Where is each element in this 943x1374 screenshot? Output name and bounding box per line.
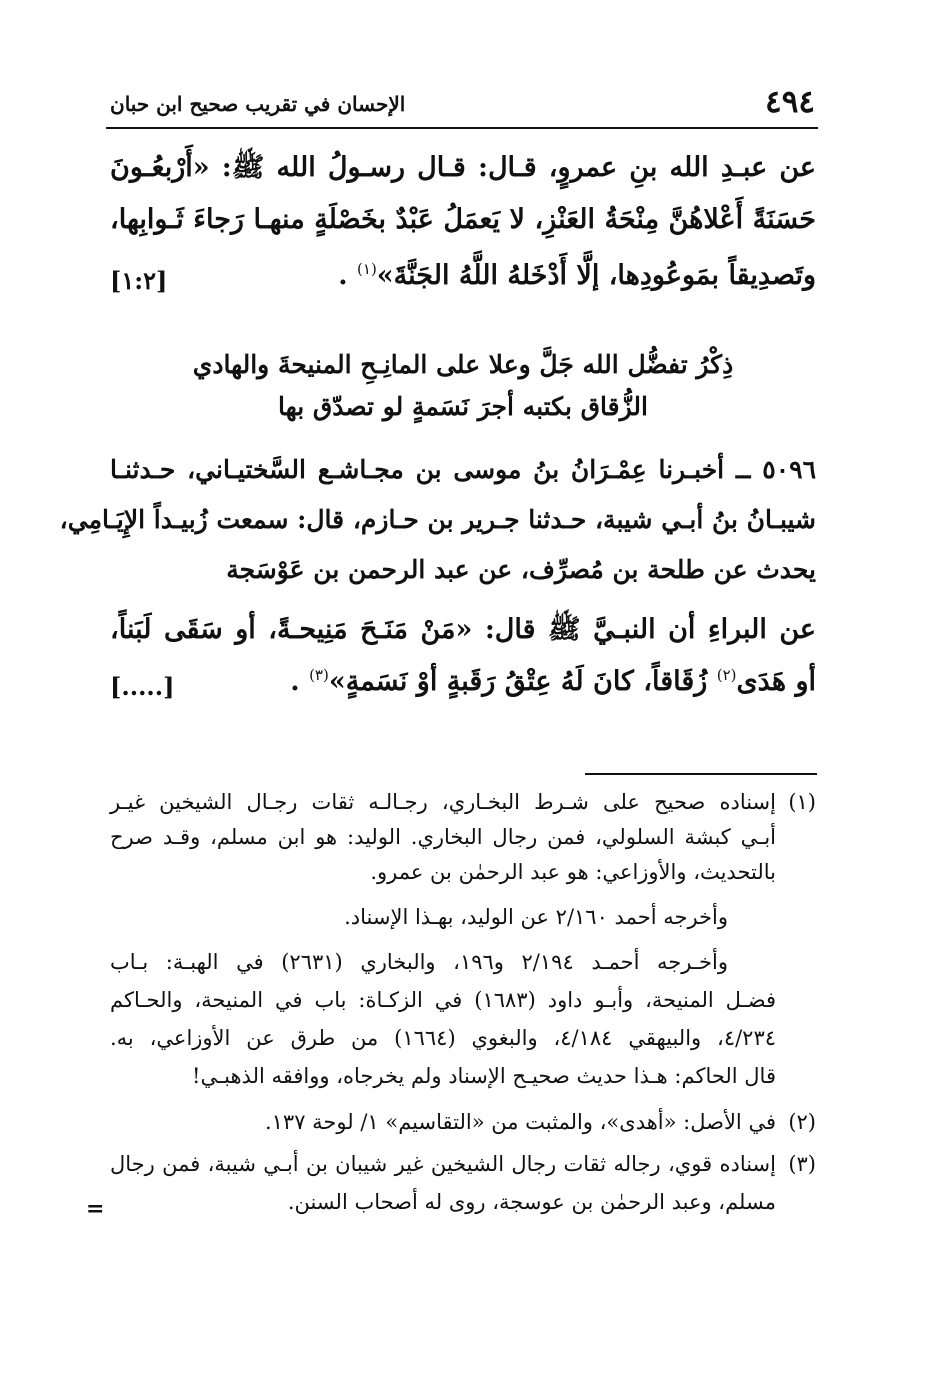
footnote-marker-2: (٢) (716, 666, 737, 684)
footnote-2-number: (٢) (788, 1110, 816, 1134)
footnote-1-para-3-line-1: وأخـرجه أحمـد ٢/١٩٤ و١٩٦، والبخاري (٢٦٣١) في الهبـة: بـاب (110, 950, 728, 974)
matn-line-2 (290, 666, 816, 697)
matn-line-1: عن البراءِ أن النبـيَّ ﷺ قال: «مَنْ مَنَـحَ مَنِيحـةً، أو سَقَى لَبَناً، (110, 614, 817, 645)
footnote-1-number: (١) (788, 790, 816, 814)
hadith-2-isnad (59, 455, 816, 595)
footnote-1-para-3-line-4: قال الحاكم: هـذا حديث صحيـح الإسناد ولم يخرجاه، ووافقه الذهبـي! (192, 1064, 776, 1088)
matn-line-2-part-a: أو هَدَى (736, 666, 816, 697)
footnote-3-line-1: إسناده قوي، رجاله ثقات رجال الشيخين غير شيبان بن أبـي شيبة، فمن رجال (110, 1152, 776, 1176)
hadith-1-line-1: عن عبـدِ الله بنِ عمروٍ، قـال: قـال رسـولُ الله ﷺ: «أَرْبعُـونَ (110, 152, 817, 183)
footnote-rule (585, 773, 817, 775)
footnote-marker-3: (٣) (309, 666, 329, 684)
isnad-line-2: شيبـانُ بنُ أبـي شيبة، حـدثنا جـرير بن حـازم، قال: سمعت زُبيـداً الإِيَـامِي، (59, 505, 816, 534)
hadith-2-end-mark: . (290, 666, 300, 697)
continuation-mark: = (86, 1196, 105, 1222)
footnote-marker-1: (١) (357, 260, 377, 278)
isnad-line-1: ٥٠٩٦ ــ أخبـرنا عِمْـرَانُ بنُ موسى بن مجـاشـع السَّختيـاني، حـدثنـا (110, 455, 816, 484)
page-number: ٤٩٤ (765, 84, 815, 120)
matn-line-2-part-b: زُقَاقاً، كانَ لَهُ عِتْقُ رَقَبةٍ أوْ نَسَمةٍ» (328, 666, 708, 697)
hadith-2-reference: [.....] (110, 672, 175, 701)
hadith-1-end-mark: . (338, 260, 348, 291)
footnote-1-line-2: أبـي كبشة السلولي، فمن رجال البخاري. الوليد: هو ابن مسلم، وقـد صرح (110, 825, 776, 849)
section-heading (110, 350, 816, 440)
hadith-2-matn (110, 612, 816, 712)
hadith-1-text (110, 150, 816, 300)
footnotes (110, 790, 816, 1230)
isnad-line-3: يحدث عن طلحة بن مُصرِّف، عن عبد الرحمن بن عَوْسَجة (226, 555, 816, 584)
footnote-3-line-2: مسلم، وعبد الرحمٰن بن عوسجة، روى له أصحاب السنن. (287, 1190, 776, 1214)
footnote-3-number: (٣) (788, 1152, 816, 1176)
header-rule (106, 127, 818, 129)
footnote-1-line-1: إسناده صحيح على شـرط البخـاري، رجـالـه ثقات رجـال الشيخين غيـر (110, 790, 776, 814)
section-heading-line-1: ذِكْرُ تفضُّل الله جَلَّ وعلا على المانِـحِ المنيحةَ والهادي (192, 350, 734, 379)
section-heading-line-2: الزُّقاق بكتبه أجرَ نَسَمةٍ لو تصدّق بها (278, 392, 648, 421)
footnote-1-para-3-line-2: فضـل المنيحة، وأبـو داود (١٦٨٣) في الزكـاة: باب في المنيحة، والحـاكم (110, 988, 776, 1012)
hadith-1-line-3 (338, 260, 816, 291)
footnote-1-line-3: بالتحديث، والأوزاعي: هو عبد الرحمٰن بن عمرو. (370, 860, 776, 884)
footnote-2-text: في الأصل: «أهدى»، والمثبت من «التقاسيم» ١/ لوحة ١٣٧. (264, 1110, 776, 1134)
hadith-1-line-2: حَسَنَةً أَعْلاهُنَّ مِنْحَةُ العَنْزِ، لا يَعمَلُ عَبْدٌ بخَصْلَةٍ منهـا رَجاءَ ثَـوابِها، (110, 204, 816, 235)
footnote-1-para-3-line-3: ٤/٢٣٤، والبيهقي ٤/١٨٤، والبغوي (١٦٦٤) من طرق عن الأوزاعي، به. (110, 1026, 777, 1050)
running-header-title: الإحسان في تقريب صحيح ابن حبان (110, 92, 406, 116)
hadith-1-line-3-text: وتَصدِيقاً بمَوعُودِها، إلَّا أَدْخَلهُ اللَّهُ الجَنَّةَ» (376, 260, 816, 291)
footnote-1-para-2: وأخرجه أحمد ٢/١٦٠ عن الوليد، بهـذا الإسناد. (344, 905, 728, 929)
hadith-1-reference: [١:٢] (110, 266, 168, 295)
